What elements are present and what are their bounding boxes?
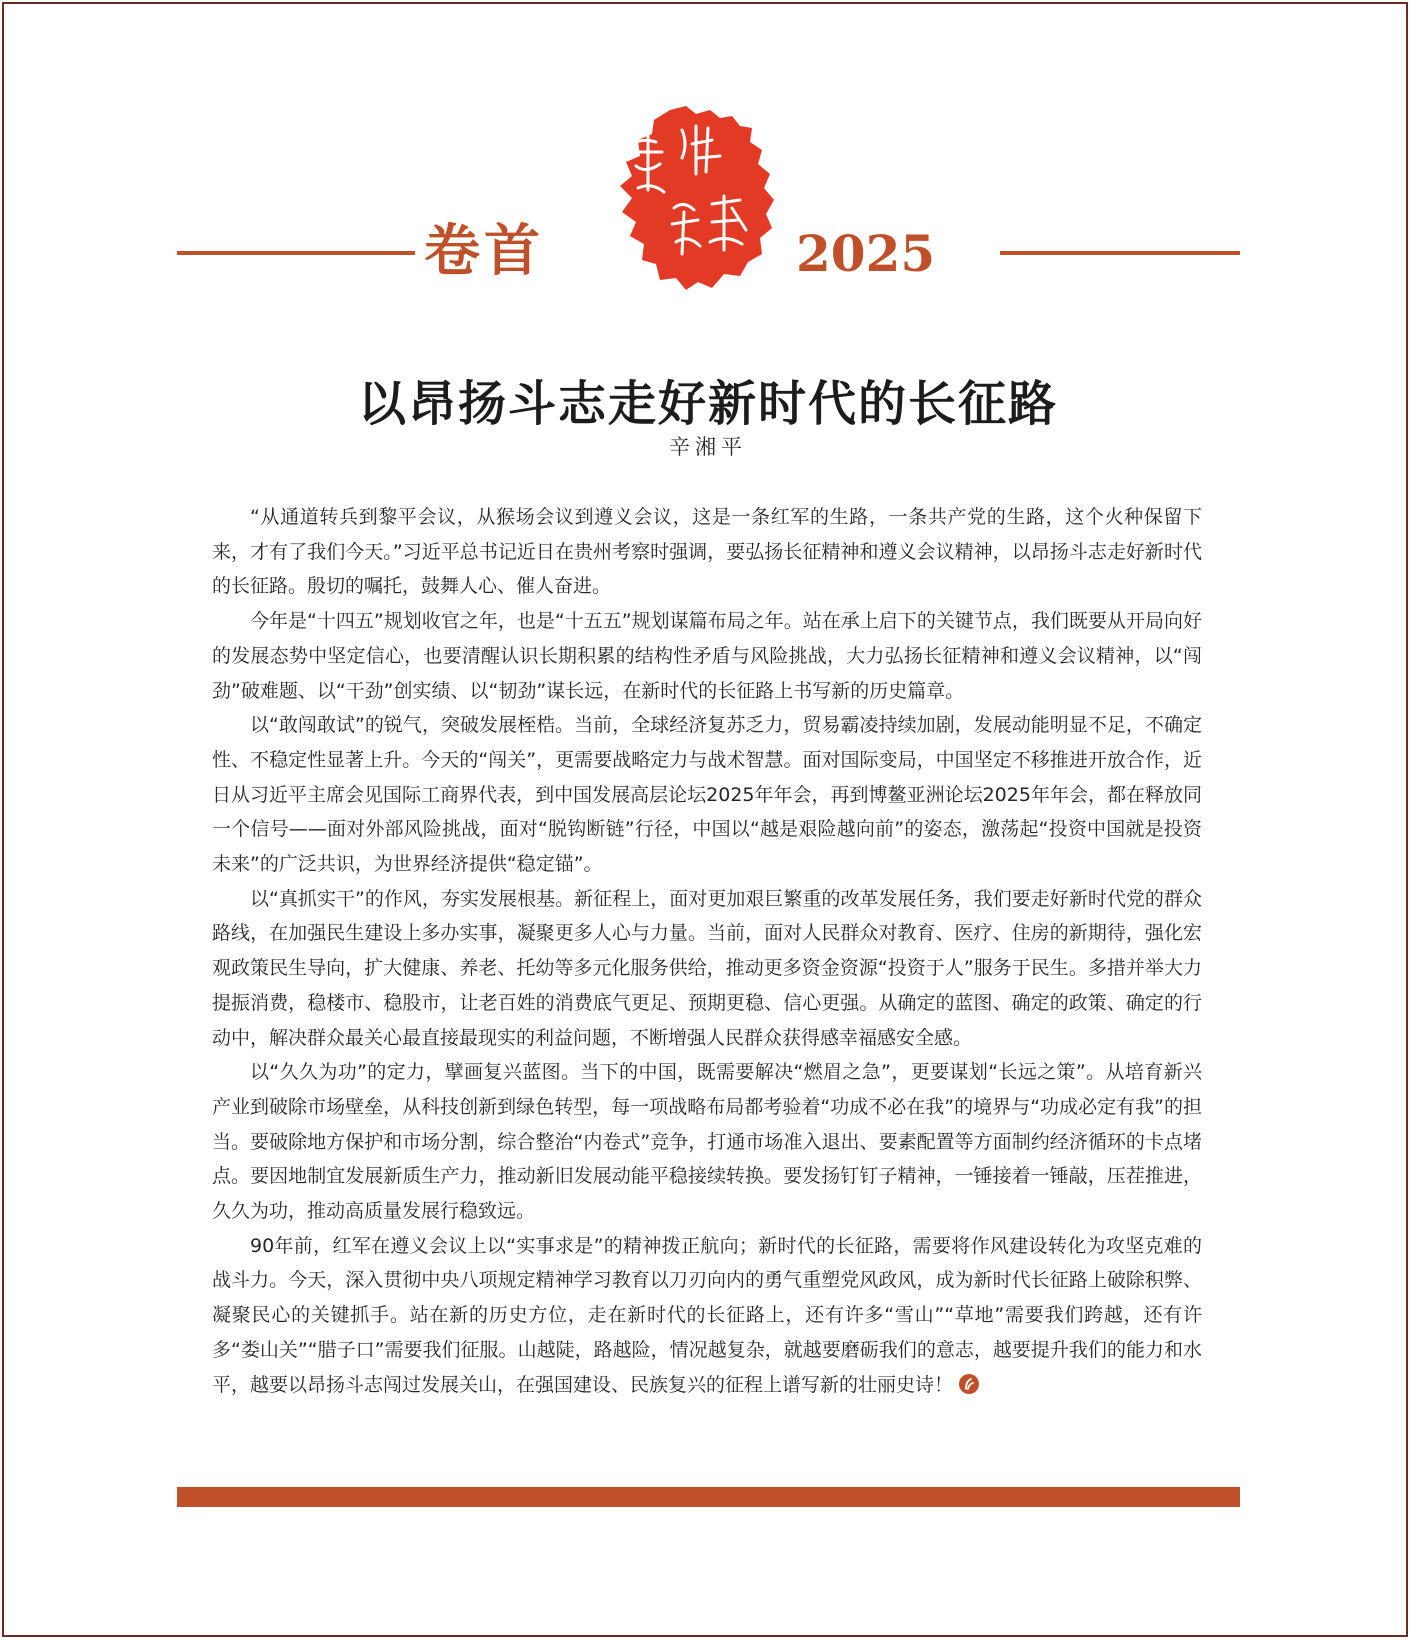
paragraph-2: 今年是“十四五”规划收官之年，也是“十五五”规划谋篇布局之年。站在承上启下的关键节点，我们既要从开局向好的发展态势中坚定信心，也要清醒认识长期积累的结构性矛盾与风险挑战，大力弘扬长征精神和遵义会议精神，以“闯劲”破难题、以“干劲”创实绩、以“韧劲”谋长远，在新时代的长征路上书写新的历史篇章。 xyxy=(212,610,1202,702)
paragraph-1: “从通道转兵到黎平会议，从猴场会议到遵义会议，这是一条红军的生路，一条共产党的生路，这个火种保留下来，才有了我们今天。”习近平总书记近日在贵州考察时强调，要弘扬长征精神和遵义会议精神，以昂扬斗志走好新时代的长征路。殷切的嘱托，鼓舞人心、催人奋进。 xyxy=(212,506,1202,598)
column-header xyxy=(0,0,1416,320)
article-author: 辛湘平 xyxy=(669,435,747,459)
xinxiang-pinglun-emblem xyxy=(612,104,782,294)
year-label: 2025 xyxy=(796,224,936,283)
paragraph-4: 以“真抓实干”的作风，夯实发展根基。新征程上，面对更加艰巨繁重的改革发展任务，我们要走好新时代党的群众路线，在加强民生建设上多办实事，凝聚更多人心与力量。当前，面对人民群众对教育、医疗、住房的新期待，强化宏观政策民生导向，扩大健康、养老、托幼等多元化服务供给，推动更多资金资源“投资于人”服务于民生。多措并举大力提振消费，稳楼市、稳股市，让老百姓的消费底气更足、预期更稳、信心更强。从确定的蓝图、确定的政策、确定的行动中，解决群众最关心最直接最现实的利益问题，不断增强人民群众获得感幸福感安全感。 xyxy=(212,887,1202,1049)
header-rule-left xyxy=(177,251,415,255)
paragraph-5: 以“久久为功”的定力，擘画复兴蓝图。当下的中国，既需要解决“燃眉之急”，更要谋划“长远之策”。从培育新兴产业到破除市场壁垒，从科技创新到绿色转型，每一项战略布局都考验着“功成不必在我”的境界与“功成必定有我”的担当。要破除地方保护和市场分割，综合整治“内卷式”竞争，打通市场准入退出、要素配置等方面制约经济循环的卡点堵点。要因地制宜发展新质生产力，推动新旧发展动能平稳接续转换。要发扬钉钉子精神，一锤接着一锤敲，压茬推进，久久为功，推动高质量发展行稳致远。 xyxy=(212,1061,1202,1223)
footer-bar xyxy=(177,1487,1240,1507)
paragraph-6-text: 90年前，红军在遵义会议上以“实事求是”的精神拨正航向；新时代的长征路，需要将作风建设转化为攻坚克难的战斗力。今天，深入贯彻中央八项规定精神学习教育以刀刃向内的勇气重塑党风政风，成为新时代长征路上破除积弊、凝聚民心的关键抓手。站在新的历史方位，走在新时代的长征路上，还有许多“雪山”“草地”需要我们跨越，还有许多“娄山关”“腊子口”需要我们征服。山越陡，路越险，情况越复杂，就越要磨砺我们的意志，越要提升我们的能力和水平，越要以昂扬斗志闯过发展关山，在强国建设、民族复兴的征程上谱写新的壮丽史诗！ xyxy=(212,1234,1202,1396)
paragraph-6 xyxy=(212,1229,1202,1403)
end-of-article-icon xyxy=(959,1374,979,1394)
hunan-map-logo-icon xyxy=(612,104,782,294)
article-title: 以昂扬斗志走好新时代的长征路 xyxy=(357,376,1058,433)
section-label: 卷首 xyxy=(424,219,544,284)
paragraph-3: 以“敢闯敢试”的锐气，突破发展桎梏。当前，全球经济复苏乏力，贸易霸凌持续加剧，发展动能明显不足，不确定性、不稳定性显著上升。今天的“闯关”，更需要战略定力与战术智慧。面对国际变局，中国坚定不移推进开放合作，近日从习近平主席会见国际工商界代表，到中国发展高层论坛2025年年会，再到博鳌亚洲论坛2025年年会，都在释放同一个信号——面对外部风险挑战，面对“脱钩断链”行径，中国以“越是艰险越向前”的姿态，激荡起“投资中国就是投资未来”的广泛共识，为世界经济提供“稳定锚”。 xyxy=(212,714,1202,876)
header-rule-right xyxy=(1000,251,1240,255)
article-body xyxy=(212,500,1202,1402)
